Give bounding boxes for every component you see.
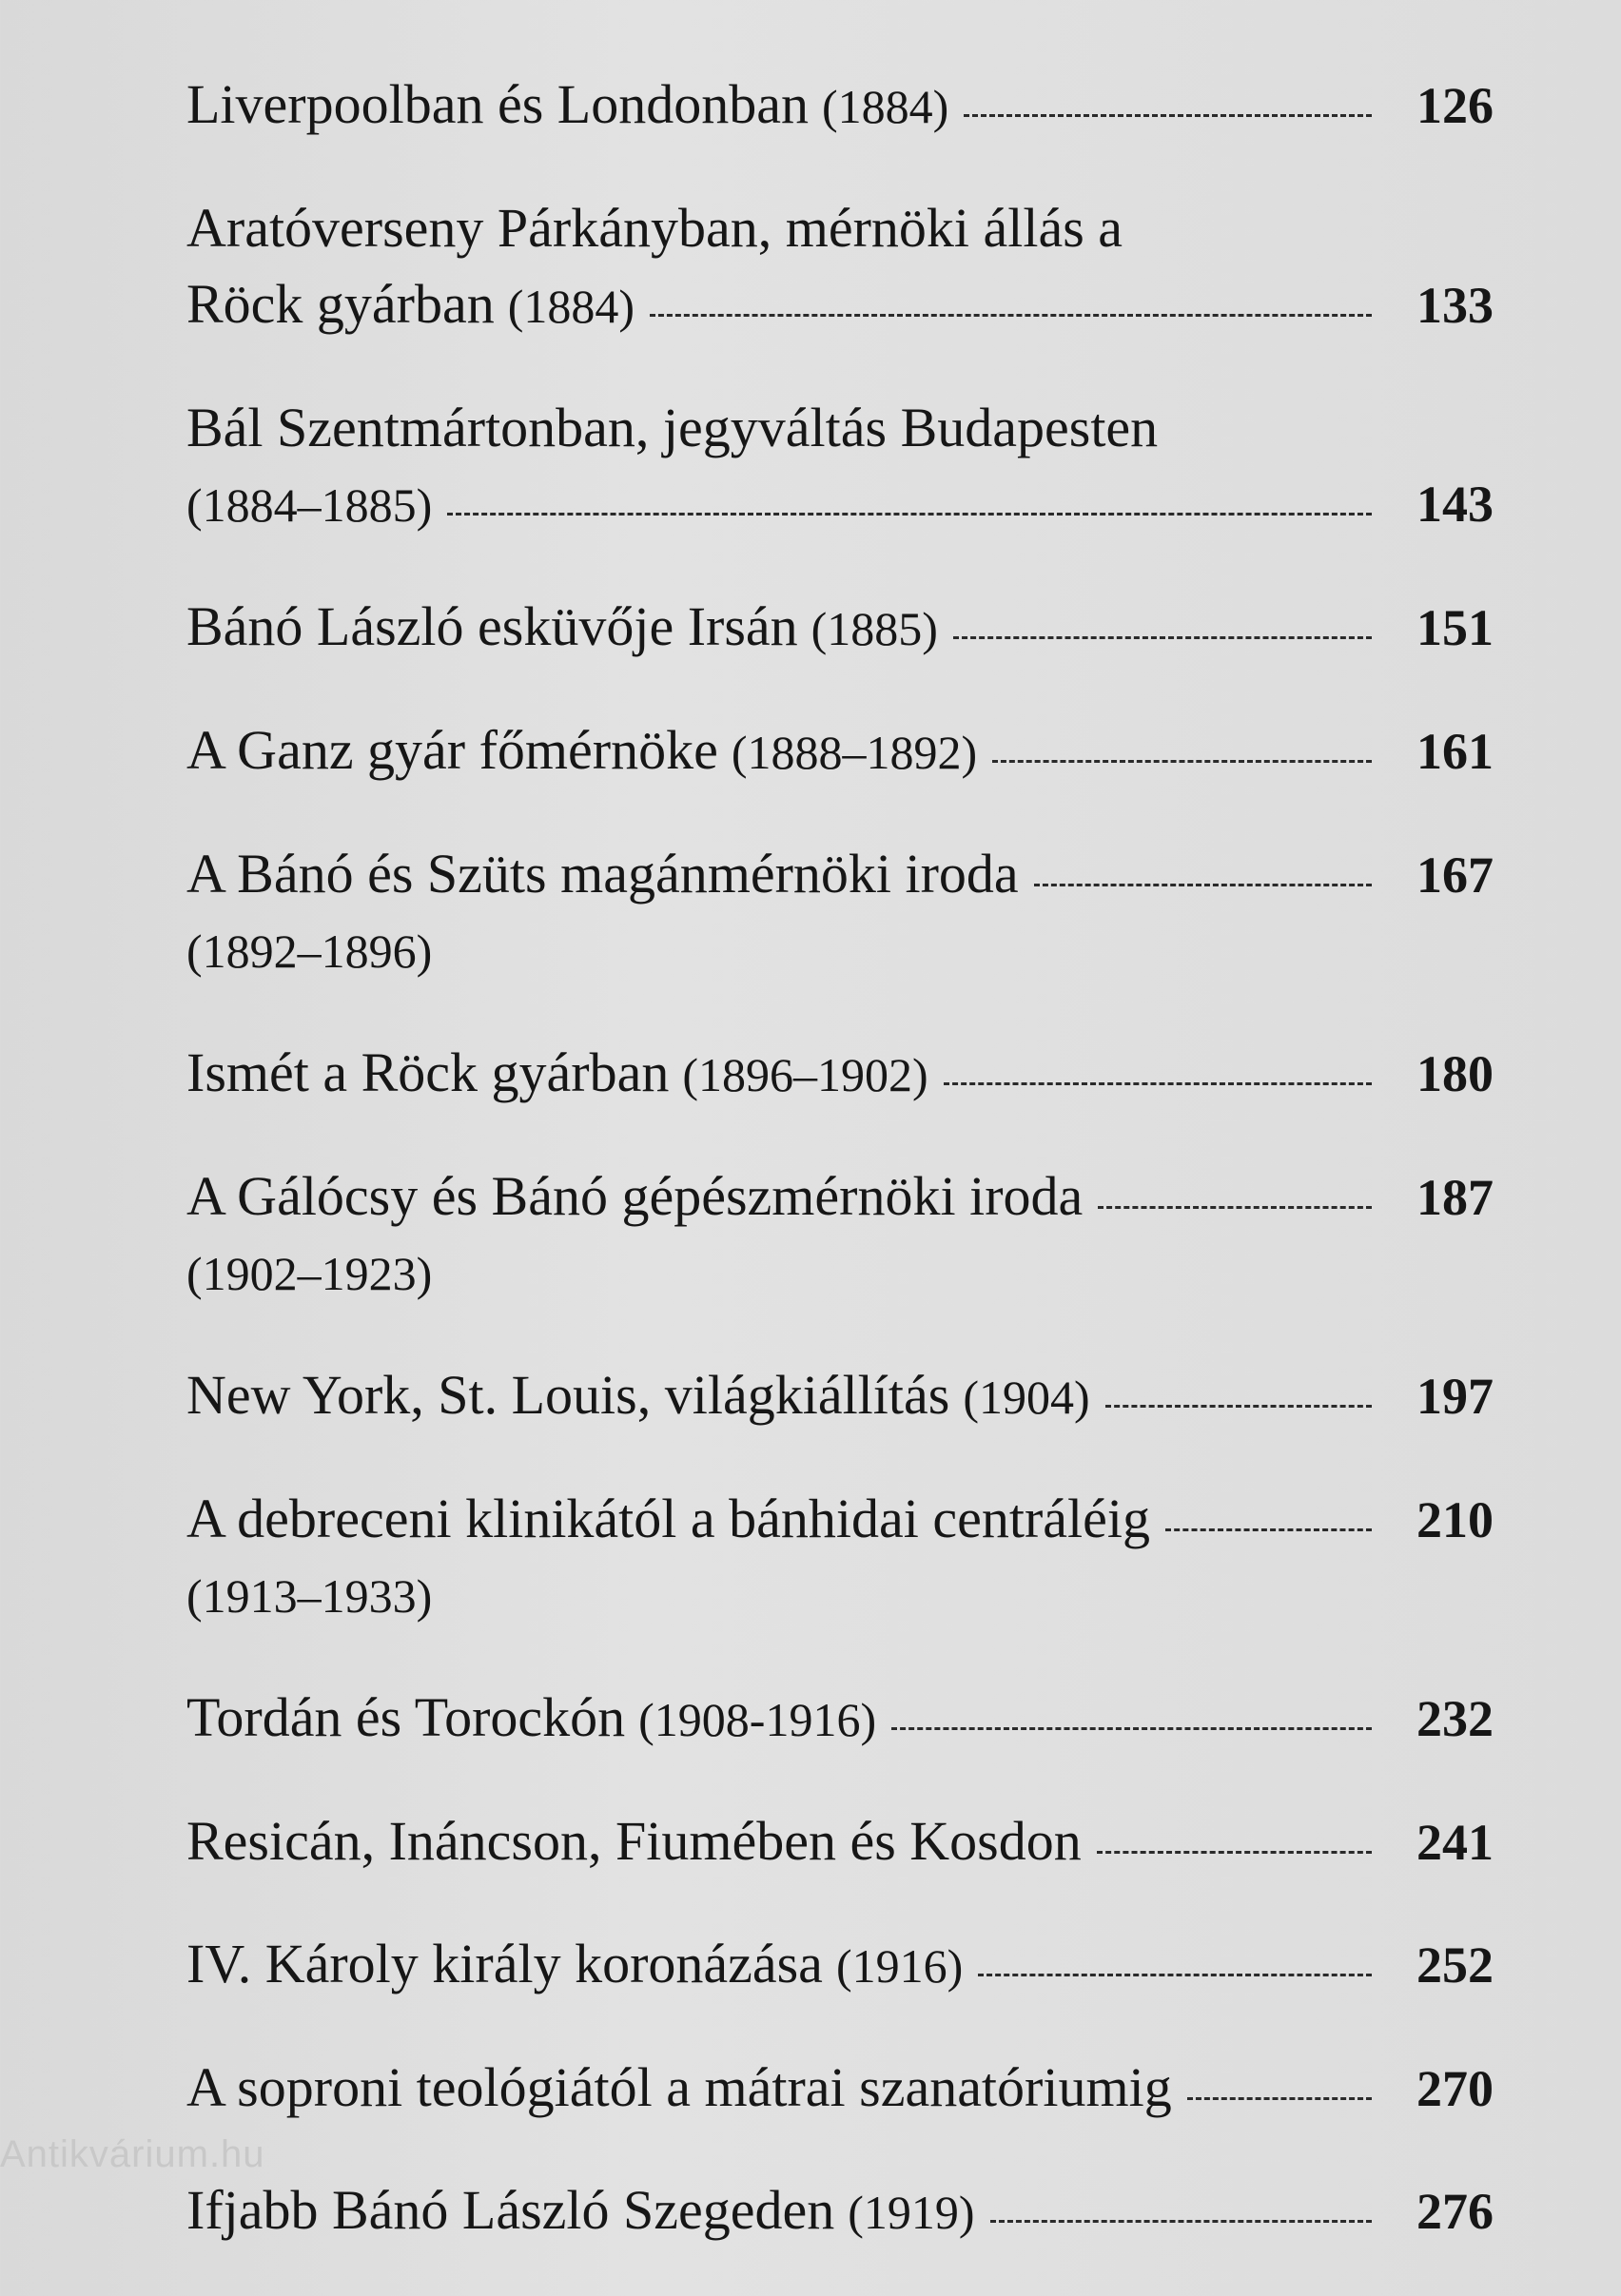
toc-entry-161 [186,712,1494,790]
entry-title: Resicán, Ináncson, Fiumében és Kosdon [186,1810,1082,1872]
toc-entry-210 [186,1481,1494,1634]
toc-line-first [186,390,1494,466]
dot-leader [944,1082,1372,1085]
toc-line [186,836,1494,913]
toc-line [186,2050,1494,2127]
entry-title: A Bánó és Szüts magánmérnöki iroda [186,843,1019,905]
page-number: 210 [1416,1491,1494,1548]
toc-entry-232 [186,1680,1494,1758]
toc-line [186,67,1494,145]
toc-line [186,1481,1494,1558]
dot-leader [1034,884,1372,886]
toc-line [186,589,1494,667]
entry-year: (1885) [810,602,938,655]
page-number: 241 [1416,1814,1494,1871]
toc-entry-167 [186,836,1494,989]
dot-leader [650,314,1372,317]
toc-entry-133 [186,190,1494,344]
entry-year: (1884–1885) [186,478,433,532]
toc-line [186,1035,1494,1113]
dot-leader [990,2220,1372,2223]
entry-title: Ifjabb Bánó László Szegeden [186,2179,835,2241]
toc-entry-143 [186,390,1494,543]
entry-title: A Gálócsy és Bánó gépészmérnöki iroda [186,1165,1084,1227]
toc-entry-276 [186,2172,1494,2250]
toc-line [186,1357,1494,1435]
page-number: 133 [1416,277,1494,334]
toc-line [186,712,1494,790]
dot-leader [891,1727,1372,1730]
entry-title: Tordán és Torockón [186,1686,626,1748]
toc-entry-197 [186,1357,1494,1435]
watermark: Antikvárium.hu [0,2133,265,2175]
entry-title: A soproni teológiától a mátrai szanatóriumig [186,2056,1172,2118]
entry-title-line1: Aratóverseny Párkányban, mérnöki állás a [186,197,1123,259]
page-number: 187 [1416,1169,1494,1226]
toc-line [186,1926,1494,2004]
dot-leader [1098,1206,1372,1209]
entry-title: Liverpoolban és Londonban [186,73,809,135]
toc-entry-252 [186,1926,1494,2004]
entry-title: New York, St. Louis, világkiállítás [186,1364,950,1426]
page-number: 252 [1416,1936,1494,1994]
page-number: 151 [1416,599,1494,656]
toc-entry-180 [186,1035,1494,1113]
toc-line-first [186,190,1494,266]
toc-entry-126 [186,67,1494,145]
dot-leader [953,636,1372,639]
toc-entry-151 [186,589,1494,667]
entry-year-line2: (1892–1896) [186,924,433,978]
entry-year: (1888–1892) [731,726,978,779]
entry-title: Röck gyárban [186,273,495,335]
page-number: 167 [1416,846,1494,904]
toc-entry-187 [186,1158,1494,1312]
entry-year: (1896–1902) [682,1048,928,1101]
entry-year: (1884) [821,80,949,133]
toc-line [186,2172,1494,2250]
dot-leader [1187,2097,1372,2100]
entry-title: A debreceni klinikától a bánhidai centráléig [186,1488,1150,1549]
page-number: 161 [1416,723,1494,780]
entry-year-line2: (1902–1923) [186,1247,433,1300]
toc-entry-270 [186,2050,1494,2127]
toc-line [186,1803,1494,1880]
entry-year: (1919) [848,2186,975,2239]
page-number: 180 [1416,1045,1494,1102]
page-number: 270 [1416,2060,1494,2117]
entry-year: (1916) [835,1939,964,1993]
toc-line [186,1680,1494,1758]
page-number: 276 [1416,2183,1494,2240]
toc-entry-241 [186,1803,1494,1880]
dot-leader [447,513,1372,516]
entry-title: A Ganz gyár főmérnöke [186,719,718,781]
entry-year-line2: (1913–1933) [186,1569,433,1623]
entry-year: (1904) [963,1371,1090,1424]
entry-title: IV. Károly király koronázása [186,1933,823,1994]
dot-leader [1105,1405,1372,1408]
entry-title-line1: Bál Szentmártonban, jegyváltás Budapesten [186,397,1159,458]
page-number: 232 [1416,1690,1494,1747]
entry-title: Bánó László esküvője Irsán [186,595,798,657]
toc-line [186,266,1494,344]
dot-leader [992,760,1372,763]
dot-leader [978,1974,1372,1976]
table-of-contents [186,67,1494,2296]
entry-year: (1884) [507,280,635,333]
dot-leader [964,114,1372,117]
dot-leader [1097,1851,1372,1854]
toc-line [186,1158,1494,1236]
page-number: 126 [1416,77,1494,134]
entry-year: (1908-1916) [638,1693,877,1746]
page-number: 197 [1416,1368,1494,1425]
entry-title: Ismét a Röck gyárban [186,1041,670,1103]
page-number: 143 [1416,476,1494,533]
toc-line [186,466,1494,543]
dot-leader [1165,1528,1372,1531]
